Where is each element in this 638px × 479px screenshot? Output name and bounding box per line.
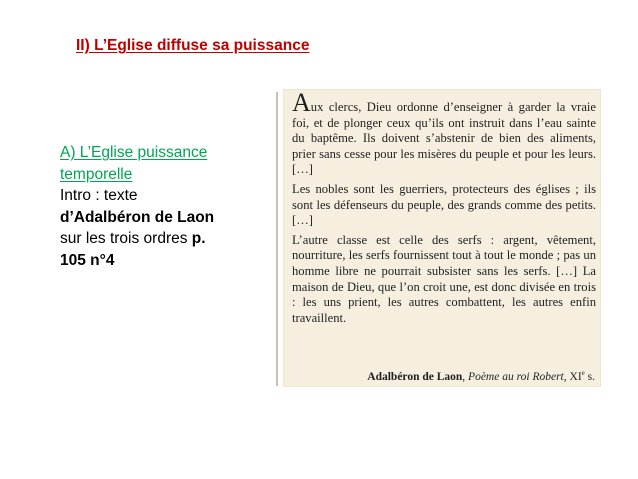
document-paragraph (292, 88, 596, 178)
drop-cap: A (292, 88, 311, 117)
section-heading-link-cont[interactable]: temporelle (60, 165, 133, 183)
source-document-scan (283, 89, 601, 387)
intro-text: Intro : texte (60, 187, 138, 204)
subject-text: sur les trois ordres (60, 230, 192, 247)
section-heading-link[interactable]: A) L’Eglise puissance (60, 144, 208, 161)
attribution-work: Poème au roi Robert (468, 371, 564, 383)
document-text (292, 88, 596, 330)
scan-edge-divider (276, 92, 278, 386)
author-name: d’Adalbéron de Laon (60, 208, 215, 226)
section-block (60, 142, 260, 271)
document-paragraph: Les nobles sont les guerriers, protecteurs des églises ; ils sont les défenseurs du peuple, des grands comme des petits. […] (292, 181, 596, 228)
attribution-author: Adalbéron de Laon (367, 371, 463, 383)
attribution-century: , XI (563, 371, 582, 383)
attribution-separator: , (462, 371, 469, 383)
doc-number: 105 n°4 (60, 251, 115, 269)
document-attribution (367, 369, 595, 383)
document-paragraph: L’autre classe est celle des serfs : argent, vêtement, nourriture, les serfs fournissent tout à tout le monde ; pas un homme libre ne pourrait subsister sans les serfs. […] La maison de Dieu, que l’on croit une, est donc divisée en trois : les uns prient, les autres combattent, les autres enfin travaillent. (292, 232, 596, 325)
slide-title: II) L’Eglise diffuse sa puissance (76, 37, 310, 54)
attribution-end: s. (584, 371, 595, 383)
paragraph-text: ux clercs, Dieu ordonne d’enseigner à garder la vraie foi, et de plonger ceux qu’ils ont instruit dans l’eau sainte du baptême. Ils doivent s’abstenir de bien des aliments, prier sans cesse pour les misères du peuple et pour les leurs. […] (292, 100, 596, 177)
page-ref: p. (191, 230, 206, 247)
attribution-century-sup: e (581, 369, 585, 378)
